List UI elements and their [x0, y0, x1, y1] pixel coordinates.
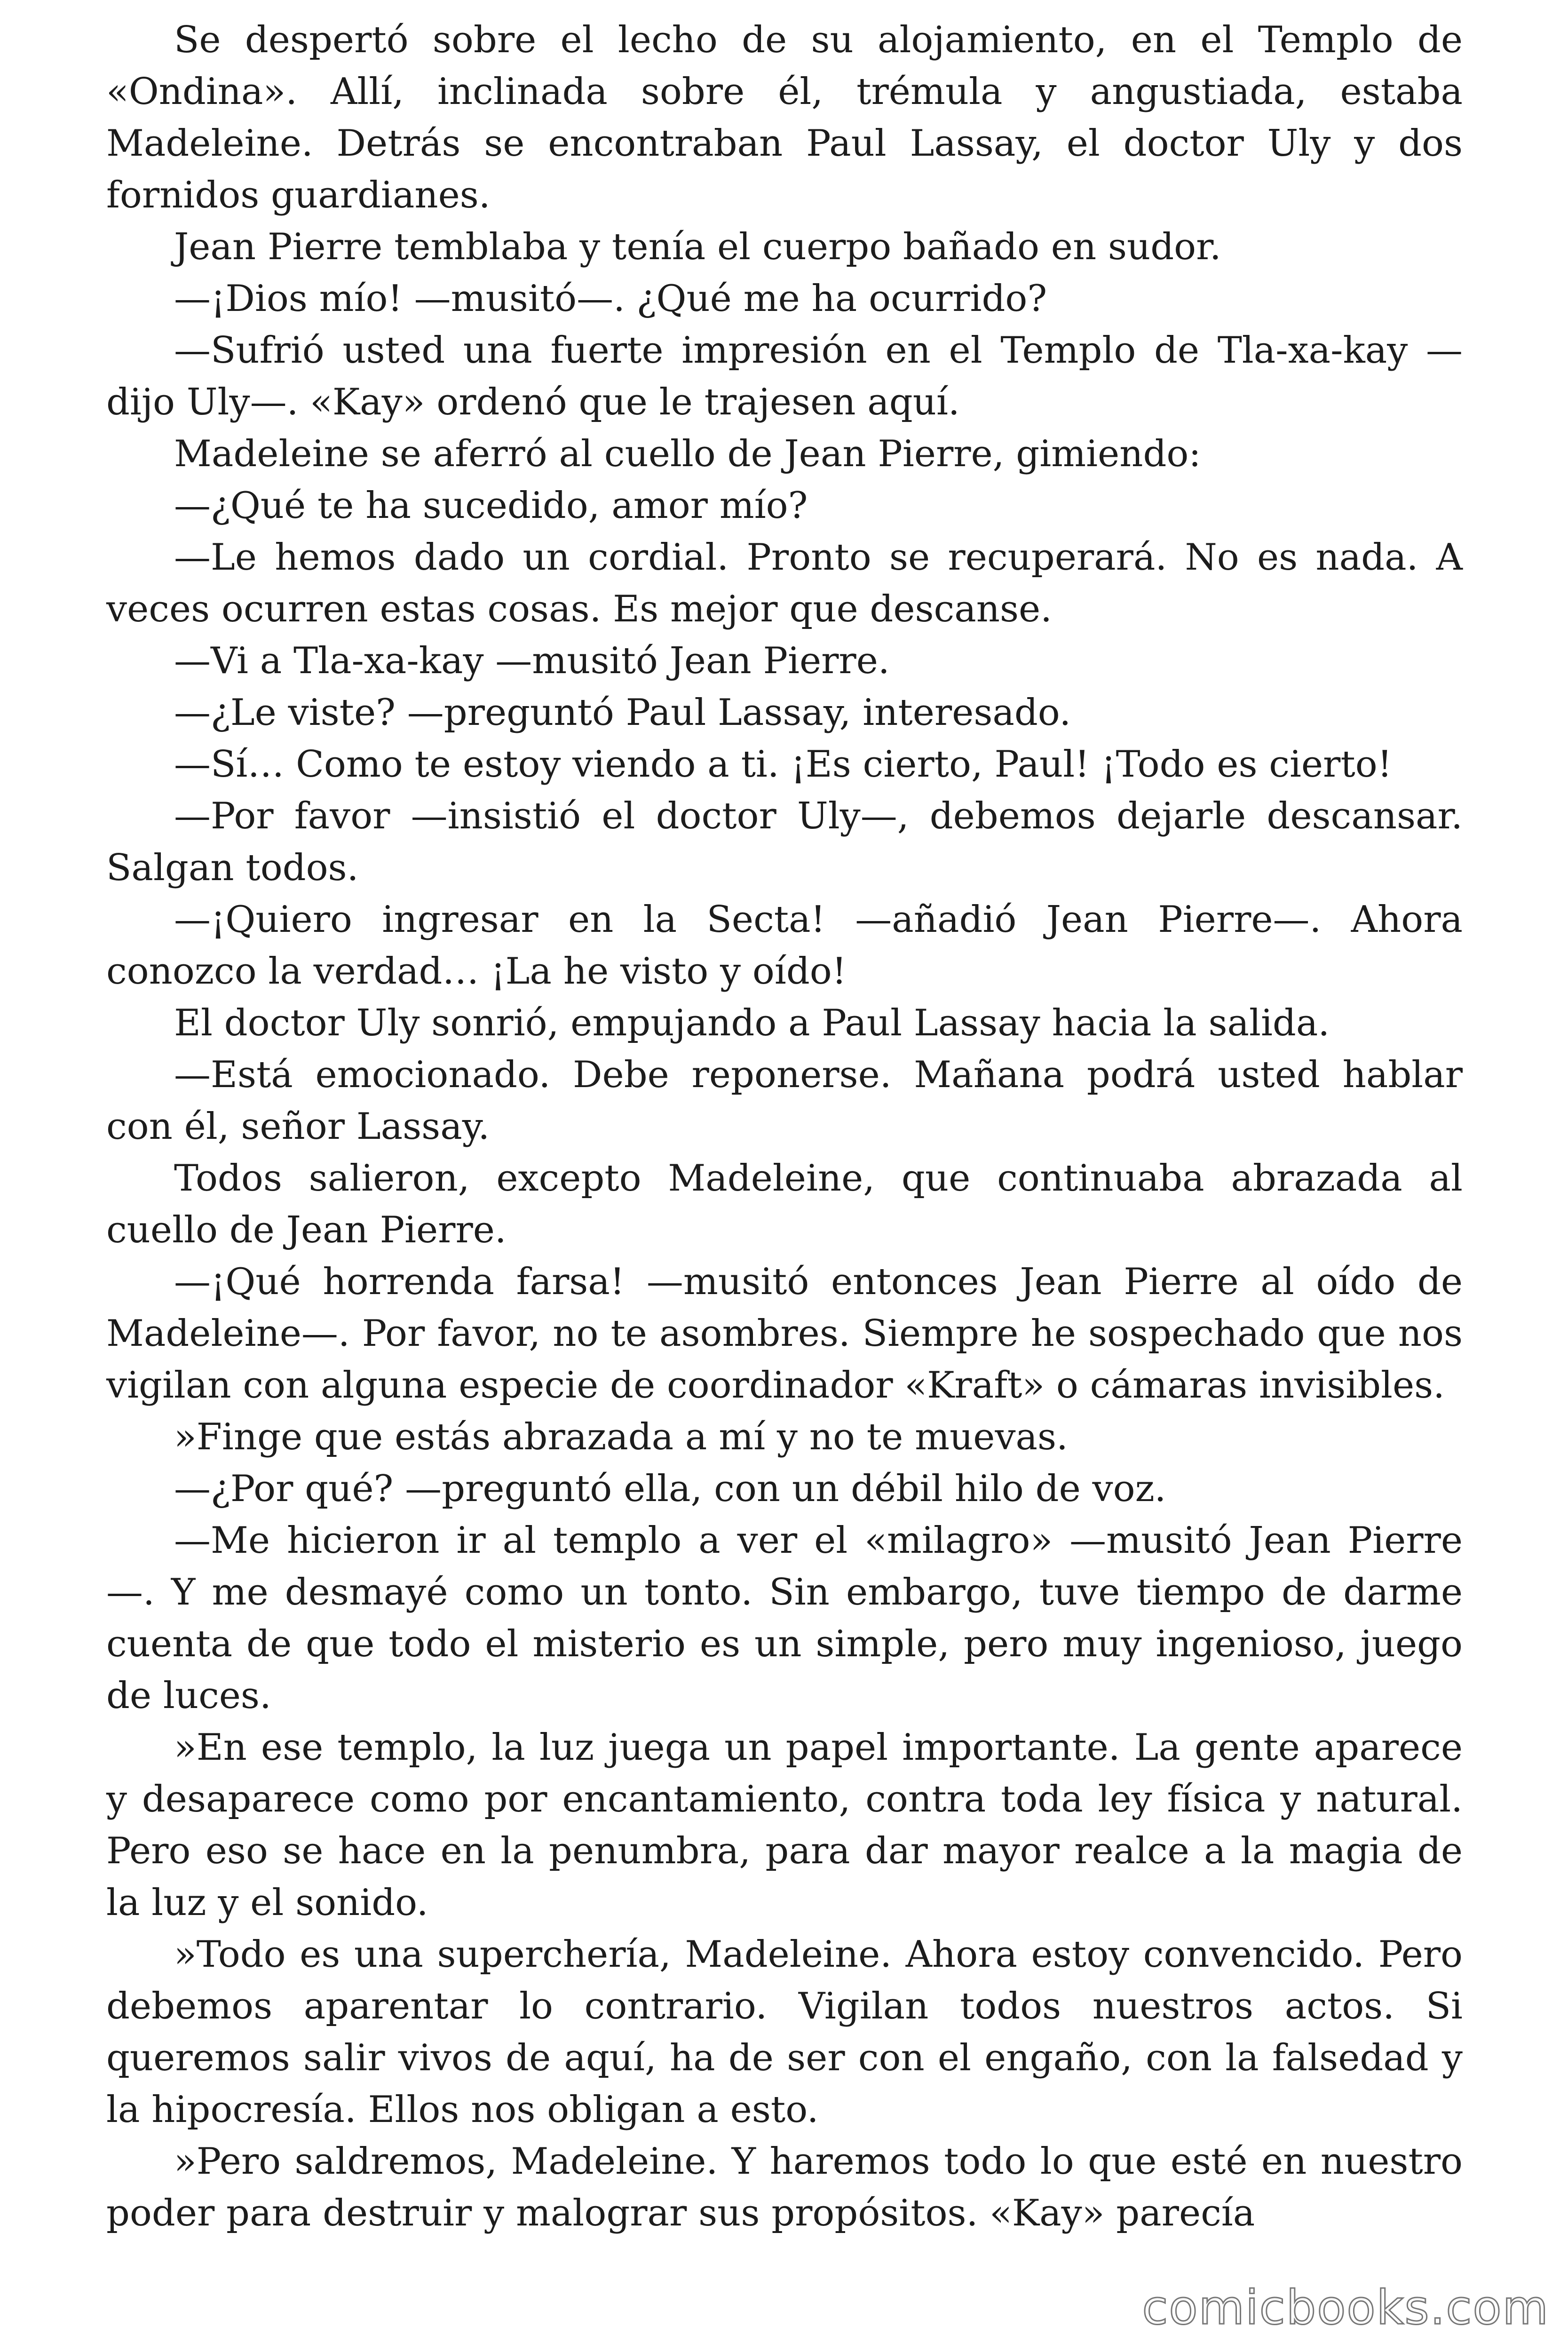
paragraph: »En ese templo, la luz juega un papel importante. La gente aparece y desaparece como por encantamiento, contra toda ley física y natural. Pero eso se hace en la penumbra, para dar mayor realce a la magia de la luz y el sonido.	[106, 1726, 1463, 1924]
paragraph: Jean Pierre temblaba y tenía el cuerpo bañado en sudor.	[174, 226, 1221, 268]
paragraph: —¡Quiero ingresar en la Secta! —añadió Jean Pierre—. Ahora conozco la verdad… ¡La he visto y oído!	[106, 898, 1463, 993]
paragraph: —¿Le viste? —preguntó Paul Lassay, interesado.	[174, 691, 1071, 734]
paragraph: »Finge que estás abrazada a mí y no te muevas.	[174, 1416, 1068, 1458]
paragraph: —Vi a Tla-xa-kay —musitó Jean Pierre.	[174, 640, 890, 682]
paragraph: —¿Por qué? —preguntó ella, con un débil hilo de voz.	[174, 1468, 1166, 1510]
paragraph: Madeleine se aferró al cuello de Jean Pierre, gimiendo:	[174, 433, 1201, 475]
paragraph: —Sí… Como te estoy viendo a ti. ¡Es cierto, Paul! ¡Todo es cierto!	[174, 743, 1392, 786]
paragraph: »Pero saldremos, Madeleine. Y haremos todo lo que esté en nuestro poder para destruir y malograr sus propósitos. «Kay» parecía	[106, 2140, 1463, 2234]
paragraph: —Está emocionado. Debe reponerse. Mañana podrá usted hablar con él, señor Lassay.	[106, 1054, 1463, 1148]
page-text	[106, 14, 1463, 2239]
paragraph: Se despertó sobre el lecho de su alojamiento, en el Templo de «Ondina». Allí, inclinada sobre él, trémula y angustiada, estaba Madeleine. Detrás se encontraban Paul Lassay, el doctor Uly y dos fornidos guardianes.	[106, 19, 1463, 216]
paragraph: —¡Qué horrenda farsa! —musitó entonces Jean Pierre al oído de Madeleine—. Por favor, no te asombres. Siempre he sospechado que nos vigilan con alguna especie de coordinador «Kraft» o cámaras invisibles.	[106, 1261, 1463, 1406]
paragraph: —Le hemos dado un cordial. Pronto se recuperará. No es nada. A veces ocurren estas cosas. Es mejor que descanse.	[106, 536, 1463, 630]
paragraph: El doctor Uly sonrió, empujando a Paul Lassay hacia la salida.	[174, 1002, 1330, 1044]
paragraph: —Por favor —insistió el doctor Uly—, debemos dejarle descansar. Salgan todos.	[106, 795, 1463, 889]
paragraph: —Me hicieron ir al templo a ver el «milagro» —musitó Jean Pierre —. Y me desmayé como un tonto. Sin embargo, tuve tiempo de darme cuenta de que todo el misterio es un simple, pero muy ingenioso, juego de luces.	[106, 1519, 1463, 1717]
paragraph: Todos salieron, excepto Madeleine, que continuaba abrazada al cuello de Jean Pierre.	[106, 1157, 1463, 1251]
paragraph: —¿Qué te ha sucedido, amor mío?	[174, 485, 808, 527]
paragraph: —¡Dios mío! —musitó—. ¿Qué me ha ocurrido?	[174, 278, 1047, 320]
paragraph: —Sufrió usted una fuerte impresión en el Templo de Tla-xa-kay —dijo Uly—. «Kay» ordenó que le trajesen aquí.	[106, 329, 1463, 423]
paragraph: »Todo es una superchería, Madeleine. Ahora estoy convencido. Pero debemos aparentar lo contrario. Vigilan todos nuestros actos. Si queremos salir vivos de aquí, ha de ser con el engaño, con la falsedad y la hipocresía. Ellos nos obligan a esto.	[106, 1933, 1463, 2131]
watermark: comicbooks.com	[1142, 2280, 1549, 2335]
